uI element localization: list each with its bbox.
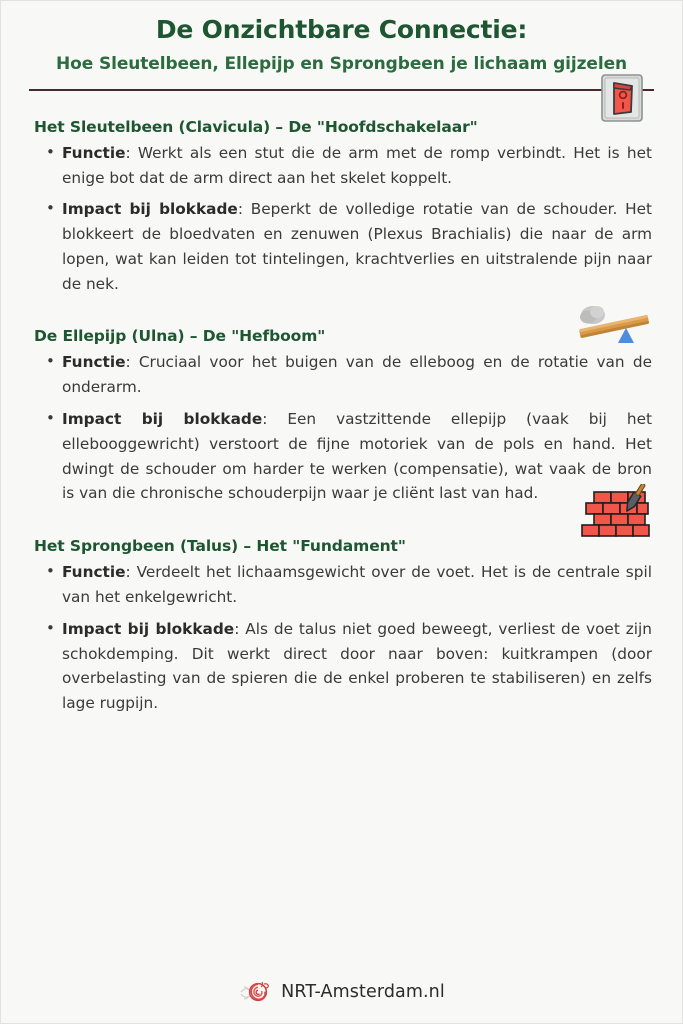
section-sprongbeen xyxy=(31,536,652,716)
list-item xyxy=(31,560,652,610)
list-item xyxy=(31,197,652,296)
bullet-text: : Cruciaal voor het buigen van de elleboog en de rotatie van de onderarm. xyxy=(62,353,652,397)
bullet-label: Impact bij blokkade xyxy=(62,410,263,428)
footer-brand-text: NRT-Amsterdam.nl xyxy=(281,982,445,1002)
page-subtitle: Hoe Sleutelbeen, Ellepijp en Sprongbeen je lichaam gijzelen xyxy=(56,53,627,74)
bullet-label: Impact bij blokkade xyxy=(62,619,235,638)
light-switch-icon xyxy=(593,69,651,127)
bullet-label: Functie xyxy=(62,563,126,582)
list-item xyxy=(31,141,652,191)
section-bullet-list xyxy=(31,560,652,716)
document-footer xyxy=(1,979,682,1005)
list-item xyxy=(31,617,652,716)
section-heading: Het Sprongbeen (Talus) – Het "Fundament" xyxy=(34,537,406,556)
section-bullet-list xyxy=(31,141,652,297)
bullet-text: : Een vastzittende ellepijp (vaak bij het ellebooggewricht) verstoort de fijne motoriek van de pols en hand. Het dwingt de schouder om harder te werken (compensatie), wat vaak de bron is van die chronische schouderpijn waar je cliënt last van had. xyxy=(62,410,652,503)
list-item xyxy=(31,350,652,400)
header-divider xyxy=(29,89,654,91)
document-header xyxy=(1,1,682,91)
bullet-label: Impact bij blokkade xyxy=(62,200,238,219)
section-heading: De Ellepijp (Ulna) – De "Hefboom" xyxy=(34,327,326,346)
section-ellepijp xyxy=(31,326,652,506)
section-heading: Het Sleutelbeen (Clavicula) – De "Hoofdschakelaar" xyxy=(34,117,478,136)
bullet-label: Functie xyxy=(62,143,126,162)
brick-wall-icon xyxy=(578,484,652,546)
bullet-label: Functie xyxy=(62,353,126,372)
page-title: De Onzichtbare Connectie: xyxy=(155,15,528,44)
section-sleutelbeen xyxy=(31,117,652,297)
document-content xyxy=(1,117,682,716)
bullet-text: : Verdeelt het lichaamsgewicht over de voet. Het is de centrale spil van het enkelgewricht. xyxy=(62,563,652,606)
bullet-text: : Als de talus niet goed beweegt, verliest de voet zijn schokdemping. Dit werkt direct door naar boven: kuitkrampen (door overbelasting van de spieren die de enkel proberen te stabiliseren) en zelfs lage rugpijn. xyxy=(62,619,652,713)
list-item xyxy=(31,407,652,506)
bullet-text: : Werkt als een stut die de arm met de romp verbindt. Het is het enige bot dat de arm direct aan het skelet koppelt. xyxy=(62,143,652,187)
lever-seesaw-icon xyxy=(578,301,650,347)
section-bullet-list xyxy=(31,350,652,506)
bullet-text: : Beperkt de volledige rotatie van de schouder. Het blokkeert de bloedvaten en zenuwen (Plexus Brachialis) die naar de arm lopen, wat kan leiden tot tintelingen, krachtverlies en uitstralende pijn naar de nek. xyxy=(62,200,652,293)
rose-logo-icon xyxy=(238,979,272,1005)
